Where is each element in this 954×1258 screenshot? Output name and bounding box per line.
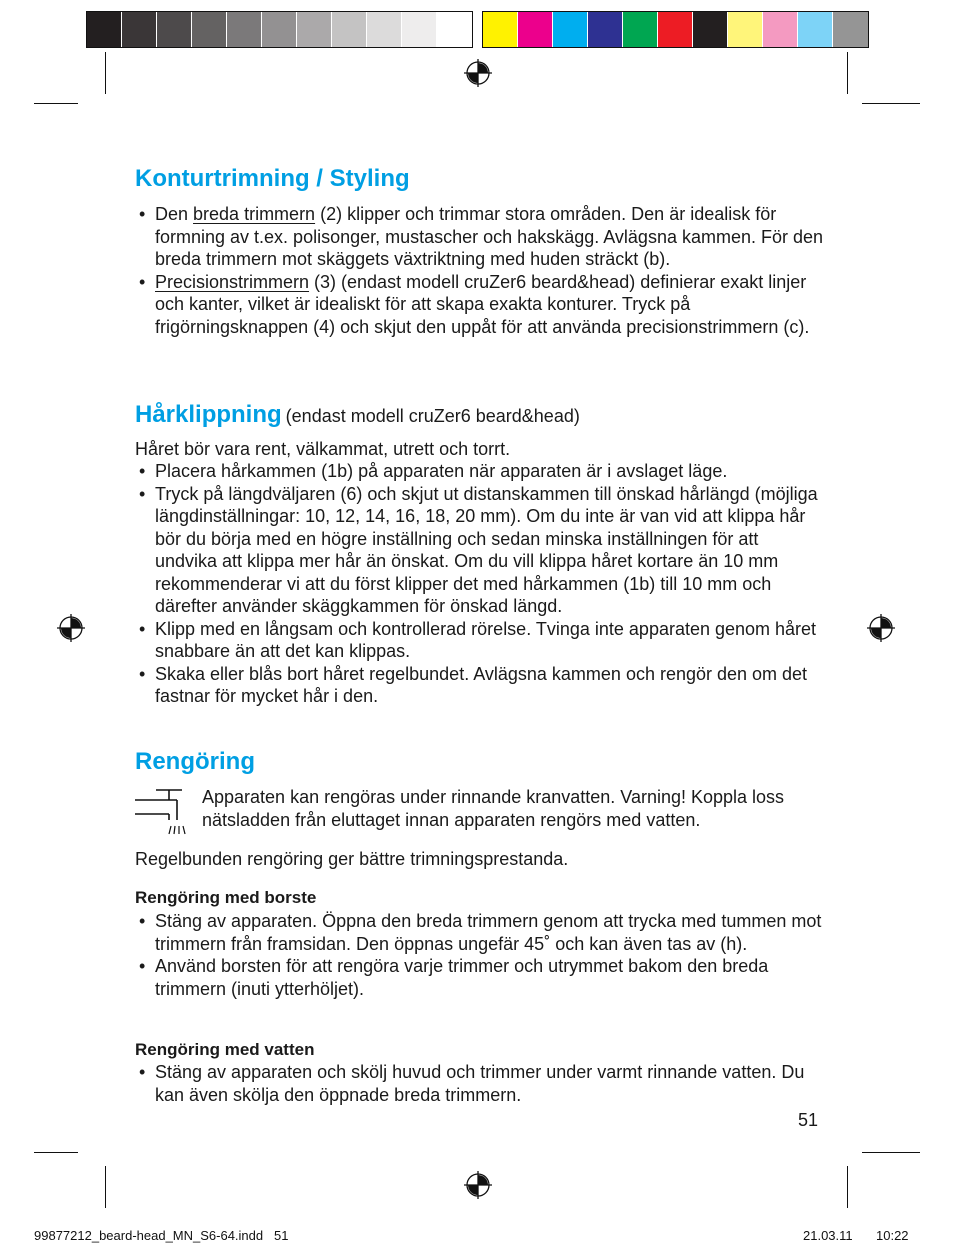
- color-swatch: [122, 12, 157, 47]
- color-swatch: [518, 12, 553, 47]
- color-swatch: [833, 12, 868, 47]
- section-title-rengoring: Rengöring: [135, 748, 255, 775]
- list-item: • Använd borsten för att rengöra varje trimmer och utrymmet bakom den breda trimmern (inuti ytterhöljet).: [135, 955, 825, 1000]
- subheading-borste: Rengöring med borste: [135, 888, 317, 907]
- color-swatch: [227, 12, 262, 47]
- color-swatch: [192, 12, 227, 47]
- list-item-text: Den: [155, 204, 194, 224]
- harklippning-intro: Håret bör vara rent, välkammat, utrett och torrt.: [135, 439, 511, 459]
- borste-list: [135, 910, 825, 1000]
- rengoring-intro: Regelbunden rengöring ger bättre trimningsprestanda.: [135, 849, 569, 869]
- harklippning-list: [135, 460, 825, 708]
- footer-file-name: 99877212_beard-head_MN_S6-64.indd 51: [34, 1228, 289, 1243]
- section-title-harklippning: [135, 401, 580, 430]
- color-swatch: [553, 12, 588, 47]
- faucet-icon: [133, 786, 191, 836]
- color-swatch: [658, 12, 693, 47]
- subheading-vatten: Rengöring med vatten: [135, 1040, 315, 1059]
- registration-mark-icon: [56, 613, 86, 643]
- color-swatch: [798, 12, 833, 47]
- list-item: [135, 203, 825, 271]
- footer-date: 21.03.11: [803, 1228, 853, 1243]
- list-item-text: (3) (endast modell cruZer6 beard&head) definierar exakt linjer och kanter, vilket är idealiskt för att skapa exakta konturer. Tryck på frigörningsknappen (4) och skjut den uppåt för att använda precisionstrimmern (c).: [155, 271, 810, 337]
- crop-mark: [105, 52, 106, 94]
- registration-mark-icon: [463, 58, 493, 88]
- color-swatch: [693, 12, 728, 47]
- color-swatch: [588, 12, 623, 47]
- vatten-list: [135, 1061, 825, 1106]
- registration-mark-icon: [463, 1170, 493, 1200]
- crop-mark: [862, 103, 920, 104]
- list-item-text: (2) klipper och trimmar stora områden. Den är idealisk för formning av t.ex. polisonger, mustascher och hakskägg. Avlägsna kammen. För den breda trimmern mot skäggets växtriktning med huden sträckt (b).: [155, 204, 824, 269]
- konturtrimning-list: [135, 203, 825, 338]
- color-swatch: [367, 12, 402, 47]
- color-swatch: [157, 12, 192, 47]
- color-swatch: [763, 12, 798, 47]
- registration-mark-icon: [866, 613, 896, 643]
- color-swatch: [87, 12, 122, 47]
- crop-mark: [847, 52, 848, 94]
- list-item: • Tryck på längdväljaren (6) och skjut ut distanskammen till önskad hårlängd (möjliga längdinställningar: 10, 12, 14, 16, 18, 20 mm). Om du inte är van vid att klippa hår bör du börja med en högre inställning och sedan minska inställningen för att undvika att klippa mer hår än önskat. Om du vill klippa håret kortare än 10 mm rekommenderar vi att du först klipper det med hårkammen (1b) till 10 mm och därefter använder skäggkammen för önskad längd.: [135, 483, 825, 618]
- list-item: • Stäng av apparaten. Öppna den breda trimmern genom att trycka med tummen mot trimmern från framsidan. Den öppnas ungefär 45˚ och kan även tas av (h).: [135, 910, 825, 955]
- list-item: • Stäng av apparaten och skölj huvud och trimmer under varmt rinnande vatten. Du kan även skölja den öppnade breda trimmern.: [135, 1061, 825, 1106]
- section-title-text: Hårklippning: [135, 401, 282, 428]
- crop-mark: [862, 1152, 920, 1153]
- crop-mark: [105, 1166, 106, 1208]
- page-number: 51: [798, 1110, 819, 1130]
- color-swatch: [402, 12, 437, 47]
- grayscale-color-bar: [86, 11, 473, 48]
- section-subtitle: (endast modell cruZer6 beard&head): [285, 406, 580, 426]
- color-swatch: [483, 12, 518, 47]
- color-swatch: [623, 12, 658, 47]
- list-item: • Klipp med en långsam och kontrollerad rörelse. Tvinga inte apparaten genom håret snabbare än att det kan klippas.: [135, 618, 825, 663]
- color-swatch: [332, 12, 367, 47]
- color-swatch: [297, 12, 332, 47]
- color-swatch: [262, 12, 297, 47]
- crop-mark: [34, 103, 78, 104]
- footer-time: 10:22: [876, 1228, 909, 1243]
- list-item: • Placera hårkammen (1b) på apparaten när apparaten är i avslaget läge.: [135, 460, 825, 483]
- crop-mark: [34, 1152, 78, 1153]
- list-item: • Skaka eller blås bort håret regelbundet. Avlägsna kammen och rengör den om det fastnar för mycket hår i den.: [135, 663, 825, 708]
- list-item: [135, 271, 825, 339]
- crop-mark: [847, 1166, 848, 1208]
- color-swatch: [728, 12, 763, 47]
- process-color-bar: [482, 11, 869, 48]
- underlined-term: Precisionstrimmern: [155, 271, 310, 292]
- section-title-konturtrimning: Konturtrimning / Styling: [135, 165, 410, 192]
- color-swatch: [437, 12, 472, 47]
- underlined-term: breda trimmern: [193, 204, 316, 224]
- water-warning-note: Apparaten kan rengöras under rinnande kranvatten. Varning! Koppla loss nätsladden från eluttaget innan apparaten rengörs med vatten.: [202, 787, 785, 830]
